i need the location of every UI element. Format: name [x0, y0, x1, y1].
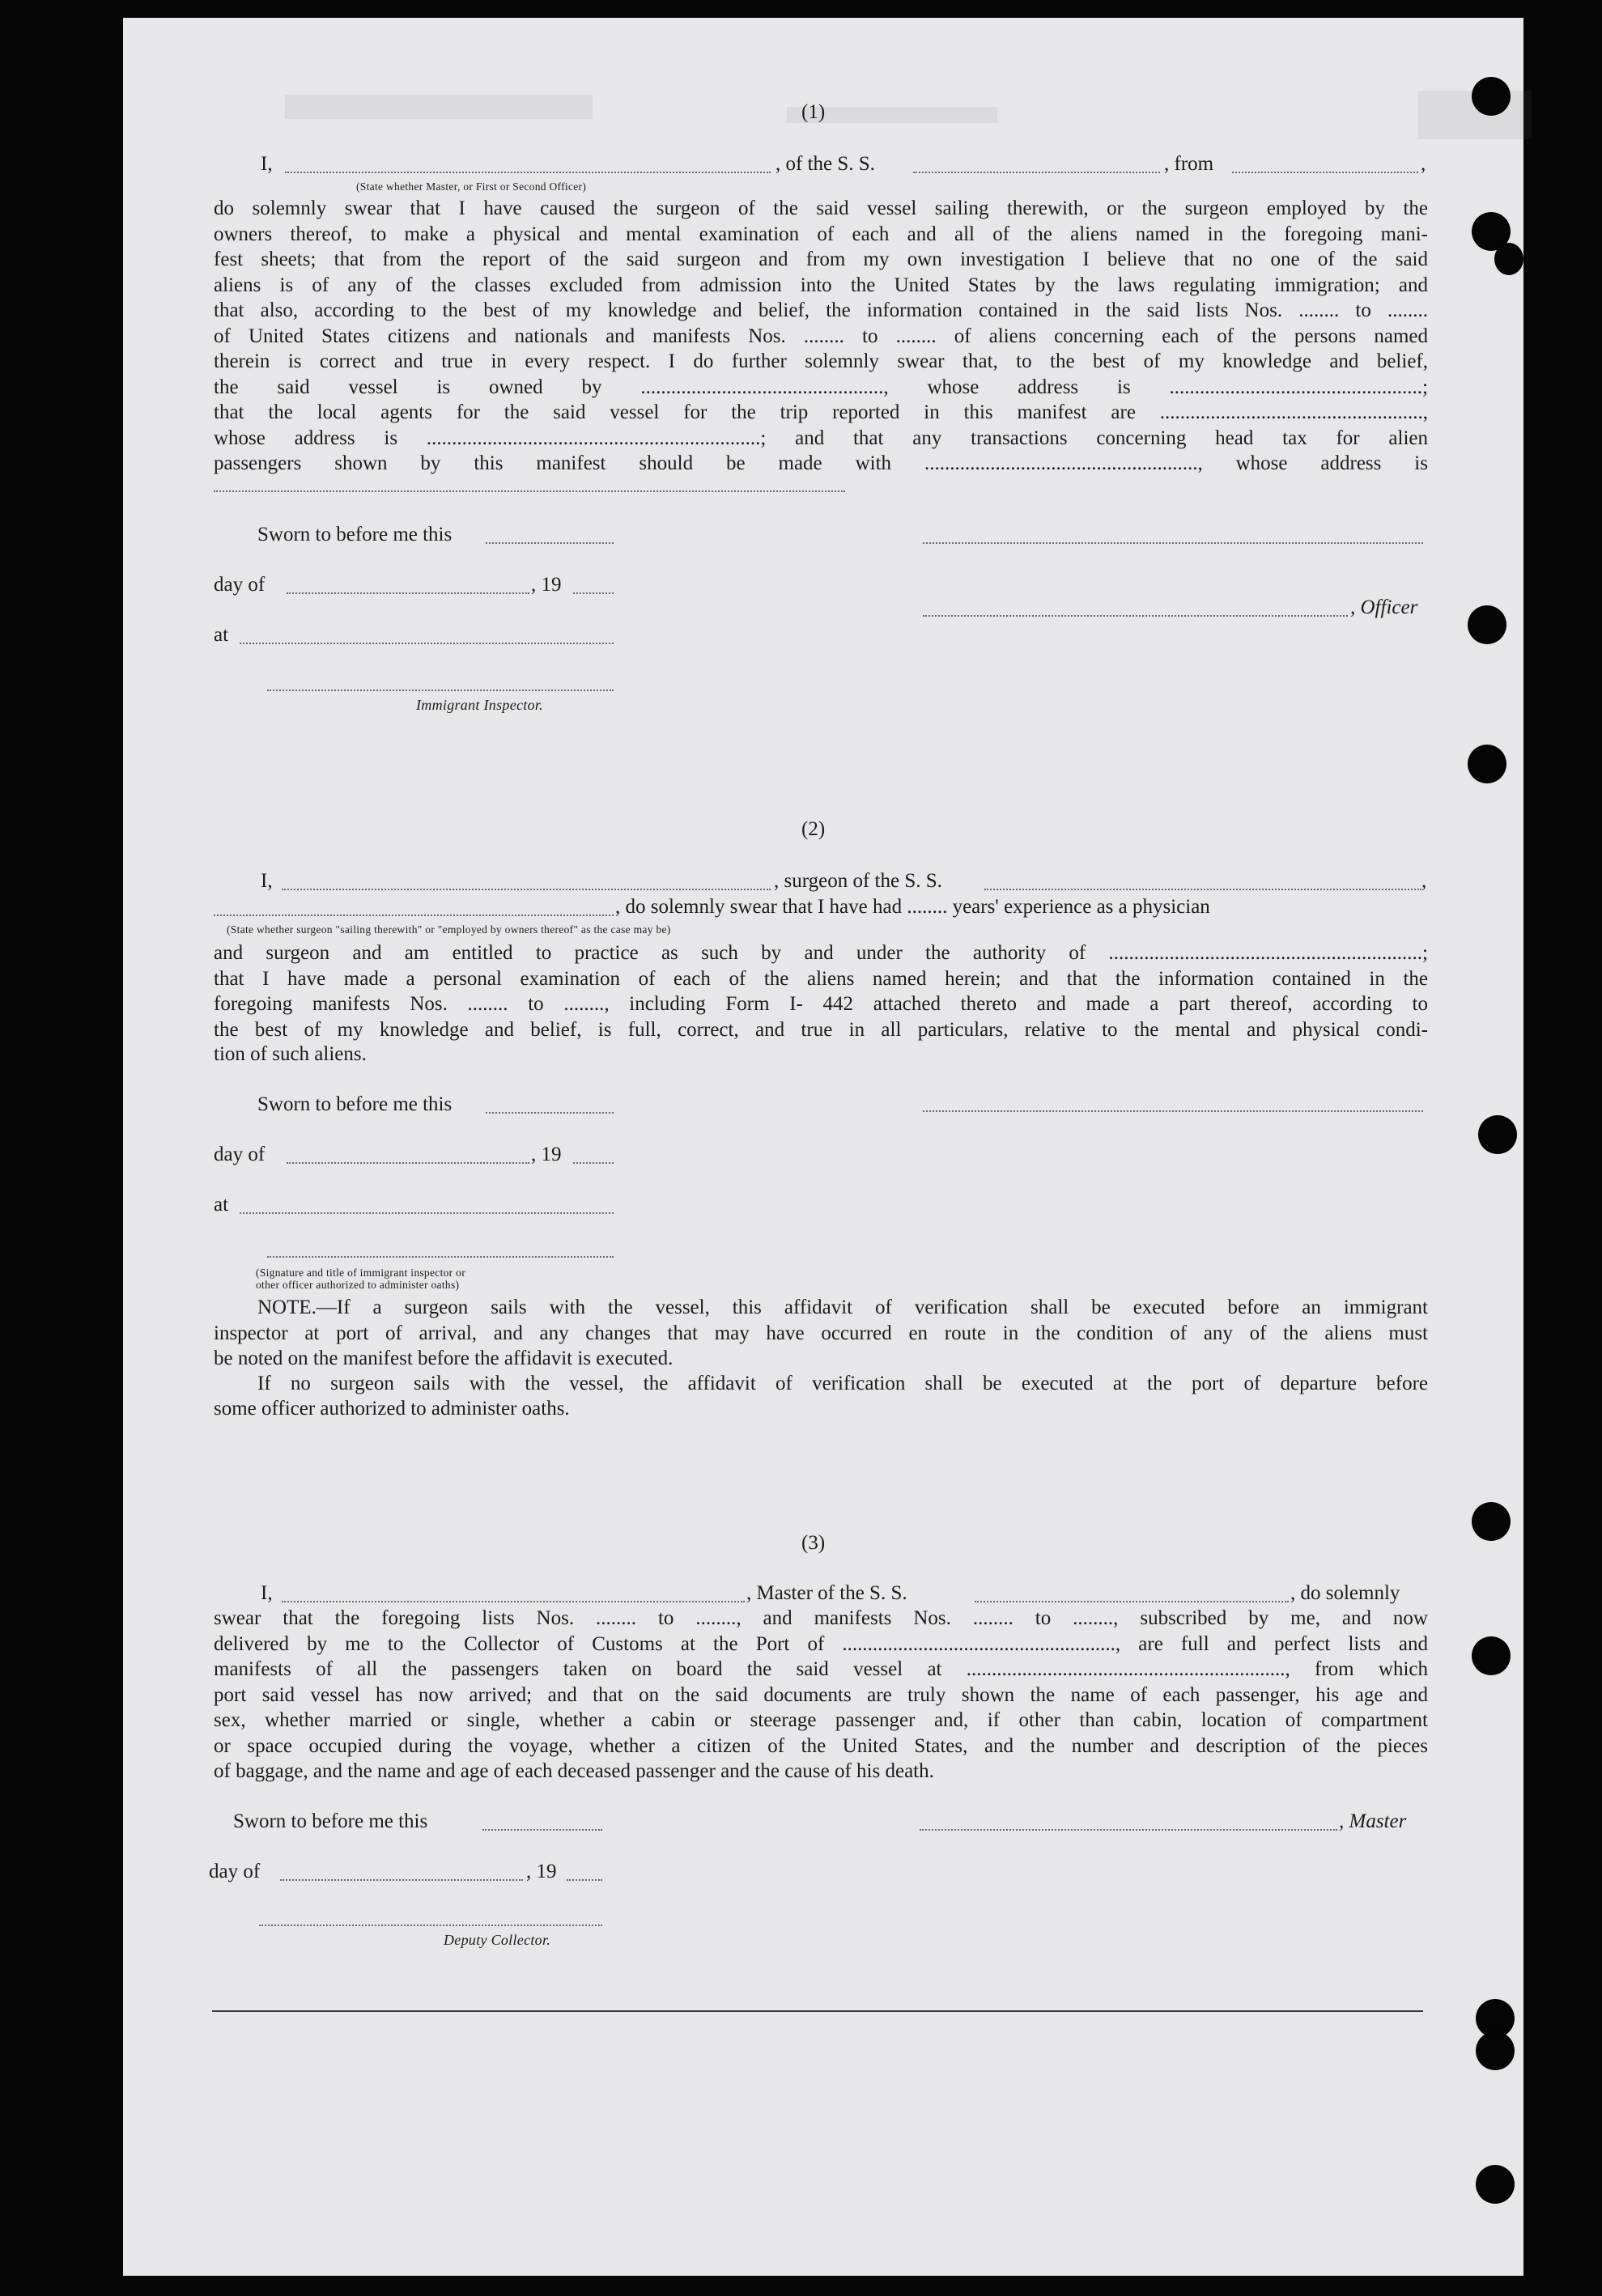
text-line: that I have made a personal examination of each of the aliens named herein; and that the information contained in the — [214, 967, 1428, 990]
text-line: swear that the foregoing lists Nos. ........ to ........, and manifests Nos. ........ to ........, subscribed by me, and now — [214, 1607, 1428, 1629]
text-line: do solemnly swear that I have caused the surgeon of the said vessel sailing therewith, or the surgeon employed by the — [214, 197, 1428, 219]
note-line: NOTE.—If a surgeon sails with the vessel, this affidavit of verification shall be executed before an immigrant — [257, 1297, 1428, 1318]
day-blank — [280, 1879, 523, 1881]
bleed-through-mark — [285, 95, 593, 119]
from-label: , from — [1164, 153, 1214, 175]
collector-blank — [259, 1925, 602, 1926]
binder-hole — [1478, 1115, 1517, 1154]
from-blank — [1232, 172, 1418, 173]
at-blank — [240, 643, 614, 644]
name-blank — [282, 1601, 745, 1602]
day-blank — [287, 592, 529, 594]
text-line: and surgeon and am entitled to practice as such by and under the authority of ..............................................................; — [214, 942, 1428, 964]
sworn-label: Sworn to before me this — [257, 1093, 453, 1115]
text-line: port said vessel has now arrived; and that on the said documents are truly shown the name of each passenger, his age and — [214, 1683, 1428, 1706]
status-note: (State whether surgeon "sailing therewith" or "employed by owners thereof" as the case may be) — [227, 923, 671, 936]
note-line: If no surgeon sails with the vessel, the affidavit of verification shall be executed at the port of departure before — [257, 1373, 1428, 1394]
year-blank — [573, 1162, 614, 1164]
text-line: that also, according to the best of my knowledge and belief, the information contained in the said lists Nos. ........ to ........ — [214, 299, 1428, 321]
text-line: fest sheets; that from the report of the said surgeon and from my own investigation I believe that no one of the said — [214, 248, 1428, 270]
sworn-blank — [482, 1829, 602, 1831]
day-of-label: day of — [214, 1144, 266, 1165]
signature-note: other officer authorized to administer oaths) — [256, 1279, 460, 1291]
address-blank — [214, 490, 845, 492]
note-line: some officer authorized to administer oaths. — [214, 1398, 570, 1420]
binder-hole — [1472, 77, 1511, 116]
text-line: that the local agents for the said vessel for the trip reported in this manifest are ...................................................., — [214, 401, 1428, 423]
text-line: whose address is ..................................................................; and that any transactions concerning head tax for alien — [214, 427, 1428, 449]
vessel-label: , of the S. S. — [776, 153, 875, 175]
sworn-blank — [486, 1112, 614, 1114]
text-line: delivered by me to the Collector of Customs at the Port of ......................................................, are full and perfect lists and — [214, 1632, 1428, 1655]
master-signature-blank — [920, 1829, 1337, 1831]
binder-hole — [1476, 2031, 1515, 2070]
text-line: passengers shown by this manifest should be made with ......................................................, whose address is — [214, 452, 1428, 474]
status-blank — [214, 915, 614, 916]
text-line: the best of my knowledge and belief, is full, correct, and true in all particulars, relative to the mental and physical condi- — [214, 1018, 1428, 1041]
sworn-label: Sworn to before me this — [233, 1810, 428, 1832]
note2-block — [214, 1371, 1428, 1397]
year-blank — [573, 592, 614, 594]
name-blank — [282, 889, 771, 890]
at-label: at — [214, 624, 229, 646]
comma: , — [1421, 870, 1427, 892]
surgeon-of-label: , surgeon of the S. S. — [774, 870, 942, 892]
inspector-label: Immigrant Inspector. — [416, 697, 543, 713]
text-line: the said vessel is owned by ................................................, whose address is ..................................................; — [214, 376, 1428, 398]
binder-hole — [1472, 1502, 1511, 1541]
rank-note: (State whether Master, or First or Second Officer) — [356, 180, 587, 193]
year-label: , 19 — [531, 1144, 562, 1165]
text-line: of baggage, and the name and age of each deceased passenger and the cause of his death. — [214, 1760, 934, 1782]
text-line: owners thereof, to make a physical and mental examination of each and all of the aliens named in the foregoing mani- — [214, 223, 1428, 245]
deputy-label: Deputy Collector. — [444, 1932, 551, 1948]
section-number: (2) — [801, 818, 826, 840]
year-label: , 19 — [526, 1861, 557, 1882]
officer-label: , Officer — [1350, 596, 1418, 618]
sworn-blank — [486, 542, 614, 544]
section3-body — [214, 1606, 1428, 1759]
sworn-label: Sworn to before me this — [257, 524, 453, 545]
section2-body — [214, 940, 1428, 1042]
text-line: foregoing manifests Nos. ........ to ........, including Form I- 442 attached thereto and made a part thereof, according to — [214, 993, 1428, 1015]
inspector-blank — [267, 690, 614, 691]
day-of-label: day of — [214, 574, 266, 596]
master-label: , Master — [1339, 1810, 1407, 1832]
at-label: at — [214, 1194, 229, 1216]
comma: , — [1421, 153, 1426, 175]
signature-blank — [923, 1110, 1423, 1112]
year-label: , 19 — [531, 574, 562, 596]
vessel-blank — [984, 889, 1421, 890]
note-line: be noted on the manifest before the affidavit is executed. — [214, 1347, 674, 1369]
binder-hole — [1476, 2165, 1515, 2204]
binder-hole — [1494, 243, 1523, 275]
day-blank — [287, 1162, 529, 1164]
at-blank — [240, 1212, 614, 1214]
text-line: sex, whether married or single, whether a cabin or steerage passenger and, if other than cabin, location of compartment — [214, 1709, 1428, 1731]
day-of-label: day of — [209, 1861, 261, 1882]
section-number: (3) — [801, 1532, 826, 1554]
year-blank — [567, 1879, 602, 1881]
vessel-blank — [913, 172, 1160, 173]
text-line: aliens is of any of the classes excluded from admission into the United States by the laws regulating immigration; and — [214, 274, 1428, 296]
text-line: of United States citizens and nationals and manifests Nos. ........ to ........ of aliens concerning each of the persons named — [214, 325, 1428, 347]
binder-hole — [1468, 605, 1506, 644]
binder-hole — [1468, 745, 1506, 783]
signature-blank — [923, 542, 1423, 544]
bottom-rule — [212, 2010, 1423, 2012]
note-block — [214, 1295, 1428, 1346]
text-line: manifests of all the passengers taken on board the said vessel at ..............................................................., from which — [214, 1658, 1428, 1680]
note-line: inspector at port of arrival, and any changes that may have occurred en route in the condition of any of the aliens must — [214, 1322, 1428, 1344]
vessel-blank — [975, 1601, 1289, 1602]
opening: I, — [261, 1582, 273, 1604]
officer-signature-blank — [267, 1256, 614, 1258]
text-line: tion of such aliens. — [214, 1043, 367, 1065]
binder-hole — [1472, 1636, 1511, 1675]
officer-blank — [923, 615, 1348, 617]
name-blank — [285, 172, 771, 173]
section-number: (1) — [801, 101, 826, 123]
signature-note: (Signature and title of immigrant inspector or — [256, 1267, 465, 1279]
opening: I, — [261, 870, 273, 892]
solemnly-label: , do solemnly — [1290, 1582, 1400, 1604]
master-of-label: , Master of the S. S. — [746, 1582, 907, 1604]
swear-label: , do solemnly swear that I have had ........ years' experience as a physician — [615, 896, 1210, 918]
text-line: therein is correct and true in every respect. I do further solemnly swear that, to the best of my knowledge and belief, — [214, 350, 1428, 372]
text-line: or space occupied during the voyage, whether a citizen of the United States, and the number and description of the pieces — [214, 1734, 1428, 1757]
opening: I, — [261, 153, 273, 175]
section1-body — [214, 196, 1428, 477]
